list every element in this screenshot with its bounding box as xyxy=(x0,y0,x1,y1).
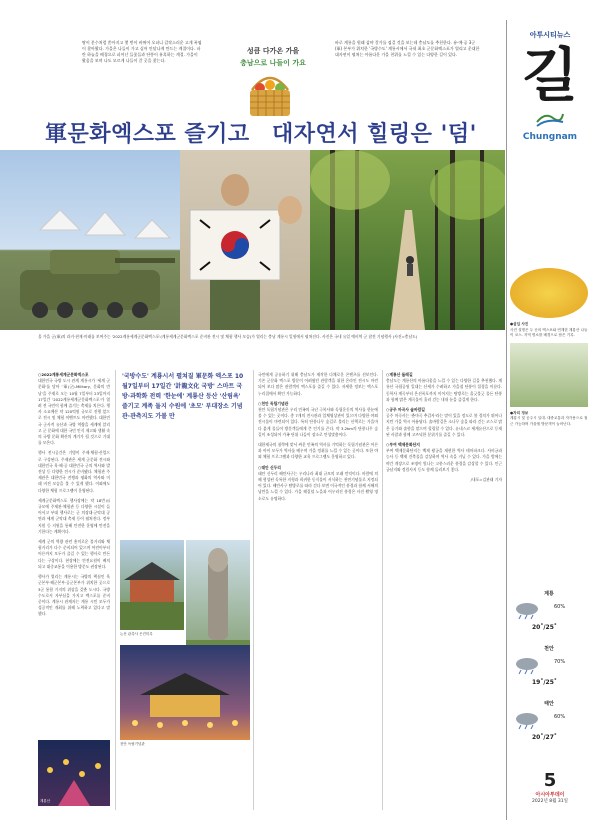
subhead-expo: ○2022계룡세계군문화엑스포 xyxy=(38,372,89,377)
sidebar-emblem xyxy=(510,268,588,318)
weather-region: 태안 xyxy=(544,701,554,707)
center-label-1: 성큼 다가온 가을 xyxy=(246,47,300,55)
weather-taean xyxy=(510,700,588,760)
forest-trail xyxy=(310,150,505,330)
weather-precip: 60% xyxy=(554,714,566,720)
rain-cloud-icon xyxy=(514,712,540,730)
night-temple-photo xyxy=(120,645,250,740)
col1-text-c: 세계군문화엑스포 행사장에는 약 18만㎡ 규모에 주제관·체험관 등 다양한 시설이 들어서고 부대 행사로는 군 의장대·군악대 공연과 세계 군악대 축제 등이 펼쳐진다. 정부 지원 등 지원을 통해 안전한 운영에 만전을 기한다는 계획이다. xyxy=(38,497,110,534)
sidebar-divider xyxy=(506,20,507,820)
col1-text-b: 행사 전시공간은 기병이 주제·체험·산업으로 구성된다. 주제관은 세계 군문화 전시와 대한민국 육·해·공 대한민국 군의 역사와 발전상 등 다양한 전시가 준비됐다. 체험관 주제관은 대한민국 전쟁과 평화의 역사와 미래 비전 모습을 볼 수 있게 했다. 이외에도 다양한 체험 프로그램이 운영된다. xyxy=(38,450,110,493)
col4-text-c: 부여 백제문화단지는 백제 왕궁을 재현한 역사 테마파크다. 사비궁과 능사 등 백제 건축물을 감상하며 역사 속을 거닐 수 있다. 가을 밤에는 야간 개장으로 조명이 빛나는 고풍스러운 풍경을 감상할 수 있다. 인근 궁남지와 정림사지 등도 함께 둘러보기 좋다. xyxy=(386,448,502,472)
rain-cloud-icon xyxy=(514,657,540,675)
forest-photo xyxy=(310,150,505,330)
logo-text: Chungnam xyxy=(522,132,578,142)
brand: 아투시티뉴스 xyxy=(529,31,571,39)
photo-caption: 올 가을 군(軍)의 과거·현재·미래를 보여주는 '2022계룡세계군문화엑스포'(계룡세계군문화엑스포 준비관 전시 및 체험 행사 모습)가 열리는 충남 계룡시 일원에서 펼쳐진다. 사진은 국내 유일 예비역 군 참전 기념행사 (사진=충남도) xyxy=(38,334,418,339)
col1-text-a: 대한민국 국방 도시 관계 계룡시가 '세계 군 문화'를 담아 '軍(군)-Military, 문화의 만남'을 주제로 오는 10월 7일부터 23일까지 17일간 '2022계룡세계군문화엑스포'가 열려 전 국민이 함께 즐기는 축제를 치른다. 행사 소요예산 약 120억원 규모로 진행 앞으로 전시 및 체험 이벤트도 마련했다. 대한민국 군사적 유산과 국방 역량을 세계에 알리고 군 문화에 대한 국민 인식 제고와 생활 속의 국방 문화 확산의 계기가 될 것으로 기대를 모은다. xyxy=(38,378,110,446)
temple-label: 천안 독립기념관 xyxy=(120,742,145,746)
lights-scene xyxy=(38,740,110,806)
masthead xyxy=(510,30,590,142)
pull-quote: '국방수도' 계룡시서 펼쳐질 軍문화 엑스포 10월7일부터 17일간 '計龍文化 국방' 스마트 국방·과학화 전력 '한눈에' 계룡산 등산 '산림욕' 즐기고 계족 둘지 수원에 '초모' 부대장소 기념관·관측지도 가볼 만 xyxy=(122,373,244,420)
chungnam-logo-icon xyxy=(535,110,565,128)
flag-photo xyxy=(180,150,310,330)
headline-left: 軍문화엑스포 즐기고 xyxy=(45,121,250,147)
page-footer xyxy=(510,770,590,804)
subhead-independence: ○천안 독립기념관 xyxy=(258,400,289,406)
issue-date: 2022년 8월 31일 xyxy=(532,799,568,804)
hanok-photo xyxy=(120,540,184,630)
column-divider xyxy=(382,370,383,810)
hanok-label: 논산 관촉사 은진미륵 xyxy=(120,632,153,636)
subhead-buyeo: ○부여 백제문화단지 xyxy=(386,442,420,448)
rain-cloud-icon xyxy=(514,602,540,620)
col4-text-a: 충남도는 계룡산의 아름다움을 느낄 수 있는 다양한 길을 추천했다. 계룡산 국립공원 일대는 산세가 수려하고 가을철 단풍이 절경을 이룬다. 동학사 계곡부터 은선폭포까지 이어지는 탐방로는 울긋불긋 물든 단풍과 함께 맑은 계곡물이 흘러 걷는 내내 눈을 즐겁게 한다. xyxy=(386,378,502,402)
weather-region: 계룡 xyxy=(544,591,554,597)
col3-text-d: 태안 신두리 해안사구는 우리나라 최대 규모의 모래 언덕이다. 바람에 의해 형성된 독특한 지형과 희귀한 동식물이 서식하는 천연기념물로 지정되어 있다. 해안사구 탐방로를 따라 걷다 보면 이국적인 풍경과 함께 서해의 낭만을 느낄 수 있다. 가을 해질녘 노을과 어우러진 풍경은 사진 촬영 명소로도 유명하다. xyxy=(258,470,378,501)
intro-right: 바로 계룡을 원래 삼야 갈가를 겸걸 것을 보는데 충남도를 추천한다. 유·예·공 3군(軍) 본부가 위치한 '국방수도' 계룡시에서 국내 최초 군문화엑스포가 열리고 운대한 대자연이 펼쳐는 아름다운 가을 천위를 느낄 수 있는 다양한 길이 있다. xyxy=(335,40,480,57)
headline-right: 대자연서 힐링은 '덤' xyxy=(272,121,477,147)
center-labels xyxy=(218,46,328,68)
weather-cheonan xyxy=(510,645,588,705)
sidebar-notes xyxy=(510,322,590,428)
weather-precip: 70% xyxy=(554,659,566,665)
weather-temps: 20˚/27˚ xyxy=(532,734,557,741)
col3-text-c: 대한제국의 침략에 맞서 싸운 민족의 역사를 기억하는 독립기념관은 어른과 아이 모두가 역사를 배우며 가을 정취를 느낄 수 있는 곳이다. 또한 야외 체험 프로그램과 다양한 교육 프로그램도 운영하고 있다. xyxy=(258,442,378,460)
lights-photo xyxy=(38,740,110,806)
byline: /내포=김관태 기자 xyxy=(470,477,502,483)
subhead-magoksa: ○공주 마곡사 솔바람길 xyxy=(386,407,425,413)
col3-text-a: 국민에게 공유하기 위해 충남도가 제작한 다채로운 콘텐츠를 선보인다. 기존 군문화 엑스포 방문이 어려웠던 관람객을 위한 온라인 전시도 마련되어 보다 많은 관람객이 엑스포를 즐길 수 있다. 자세한 정보는 엑스포 누리집에서 확인 가능하다. xyxy=(258,372,378,396)
subhead-gyeryong: ○계룡산 둘레길 xyxy=(386,372,413,377)
article-column-4 xyxy=(386,372,502,812)
paper-name: 아시아투데이 xyxy=(535,792,565,798)
tank-illustration xyxy=(0,150,180,330)
col1-text-e: 행사가 열리는 계룡시는 국방의 핵심인 육군본부·해군본부·공군본부가 위치한 곳으로 3군 통합 기지의 위상을 갖춘 도시다. 국방수도로서 자부심을 가지고 엑스포를 준비 중이다. 계룡시 관계자는 계룡 시민 모두가 성공적인 개최를 위해 노력하고 있다고 말했다. xyxy=(38,574,110,617)
note-text-3: 계룡시 및 공주시 일대. 대중교통과 자가용으로 접근 가능하며 가을철 방문객이 늘어난다. xyxy=(510,416,588,426)
intro-left: 땀이 분수처럼 쏟아지고 몇 번이 바뀌어 오더니 갑작스러운 고개 폭염이 찾아왔다. 가을은 나들이 가고 싶어 안달나게 만드는 계절이다. 파란 하늘을 배경으로 피어난 들꽃들과 단풍이 유혹하는 계절. 가을이 왔음을 보며 나도 모르게 나들이 갈 곳을 찾는다. xyxy=(82,40,202,63)
sidebar-photo xyxy=(510,343,588,407)
hanok-scene xyxy=(120,540,184,630)
col3-text-b: 천안 독립기념관은 우리 민족의 국난 극복사와 독립운동의 역사를 한눈에 볼 수 있는 곳이다. 총 7개의 전시관과 입체영상관이 있으며 다양한 야외 전시물이 마련되어 있다. 특히 단풍나무 숲길로 불리는 산책로는 가을마다 붉게 물들어 방문객들에게 큰 인기를 끈다. 약 3.2km의 단풍나무 숲길이 조성되어 가족 단위 나들이 장소로 안성맞춤이다. xyxy=(258,407,378,437)
night-temple-scene xyxy=(120,645,250,740)
taegukgi-scene xyxy=(180,150,310,330)
basket-illustration xyxy=(240,70,300,120)
note-title-2: ●자리 정보 xyxy=(510,410,529,415)
weather-precip: 60% xyxy=(554,604,566,610)
lights-label: 계룡산 xyxy=(40,799,51,803)
note-text-1: 사진 설명은 두 곳의 엑스포와 연계한 계룡산 나들이 코스. 지역 명소를 배경으로 담은 기록. xyxy=(510,327,588,338)
note-title: ●삽입 사진 xyxy=(510,322,529,326)
weather-region: 천안 xyxy=(544,646,554,652)
tank-photo xyxy=(0,150,180,330)
column-divider xyxy=(115,370,116,810)
subhead-taean: ○태안 신두리 xyxy=(258,464,281,470)
center-label-2: 충남으로 나들이 가요 xyxy=(240,59,306,67)
col4-text-b: 공주 마곡사는 '춘마곡 추갑사'라는 말이 있을 정도로 봄 경치가 뛰어나지만 가을 역시 아름답다. 솔바람길은 소나무 숲을 따라 걷는 코스로 맑은 공기와 솔향을 맡으며 힐링할 수 있다. 유네스코 세계유산으로 등재된 사찰과 함께 고즈넉한 분위기를 즐길 수 있다. xyxy=(386,413,502,437)
col1-text-d: 세계 군의 역량 관련 흥미로운 볼거리와 체험거리가 다수 준비되어 있으며 어린이부터 어른까지 모두가 즐길 수 있는 행사로 만든다는 구상이다. 현장에는 안전요원이 배치되고 대중교통을 이용한 방문도 권장된다. xyxy=(38,539,110,569)
page-number: 5 xyxy=(543,770,557,791)
column-divider xyxy=(253,370,254,810)
weather-temps: 19˚/25˚ xyxy=(532,679,557,686)
weather-temps: 20˚/25˚ xyxy=(532,624,557,631)
weather-gyeryong xyxy=(510,590,588,650)
calligraphy-title: 길 xyxy=(521,41,579,109)
article-column-3 xyxy=(258,372,378,812)
